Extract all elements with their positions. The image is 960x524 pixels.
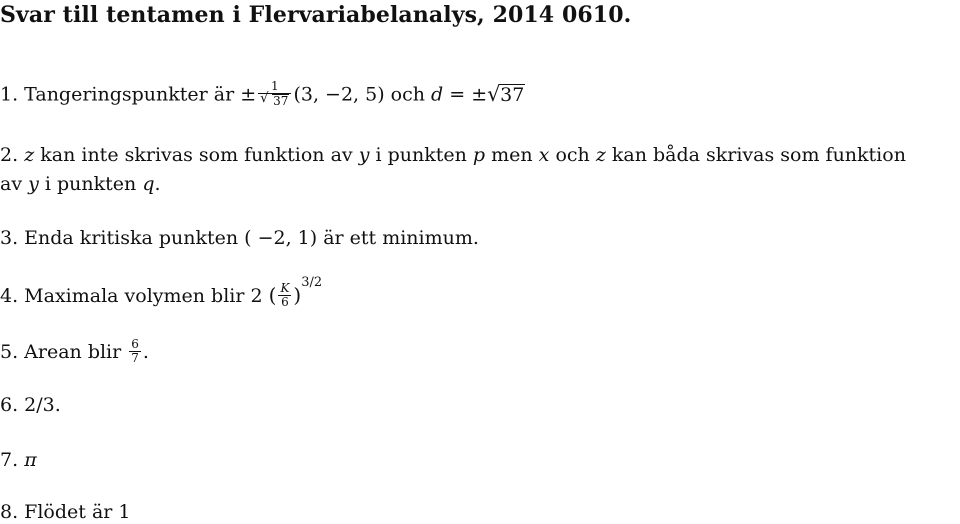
answer-5-fraction	[129, 338, 141, 364]
answer-1-point: (3, −2, 5) och	[293, 83, 425, 106]
math-variable: y	[358, 144, 370, 166]
left-paren: (	[268, 283, 277, 308]
fraction-numerator: 6	[131, 337, 139, 351]
answer-6: 6. 2/3.	[0, 394, 61, 416]
answer-5-lead: 5. Arean blir	[0, 341, 122, 364]
answer-4-exponent: 3/2	[301, 275, 323, 290]
sqrt-sign: √ 37	[260, 90, 289, 108]
answer-8: 8. Flödet är 1	[0, 501, 131, 523]
pi-symbol: π	[24, 449, 37, 471]
answer-7	[0, 450, 37, 472]
math-variable: z	[24, 144, 35, 166]
answer-2-text: kan båda skrivas som funktion	[611, 144, 906, 166]
answer-5-tail: .	[142, 341, 149, 364]
answer-4	[0, 275, 323, 310]
math-variable: y	[28, 173, 39, 195]
answer-1-root: 37	[500, 83, 525, 106]
answer-2-text: .	[154, 173, 161, 195]
fraction-numerator: 1	[258, 80, 291, 94]
answer-2-text: och	[555, 144, 590, 166]
fraction-numerator: K	[280, 281, 290, 295]
answer-1-variable: d	[431, 83, 444, 106]
math-variable: q	[142, 173, 155, 195]
right-paren: )	[293, 283, 302, 308]
answer-2-line-1	[0, 145, 906, 167]
answer-3: 3. Enda kritiska punkten ( −2, 1) är ett minimum.	[0, 227, 479, 249]
answer-2-number: 2.	[0, 144, 19, 166]
answer-1-equals: = ±	[443, 83, 488, 106]
math-variable: p	[472, 144, 486, 166]
math-variable: x	[538, 144, 550, 166]
answer-5	[0, 337, 149, 366]
answer-7-lead: 7.	[0, 449, 19, 471]
page-title: Svar till tentamen i Flervariabelanalys, 2014 0610.	[0, 2, 632, 28]
math-variable: z	[595, 144, 606, 166]
answer-2-line-2	[0, 174, 161, 196]
answer-1-lead: 1. Tangeringspunkter är ±	[0, 83, 257, 106]
answer-2-text: i punkten	[44, 173, 137, 195]
fraction-denominator: 6	[281, 294, 289, 309]
fraction-denominator: 7	[131, 350, 139, 365]
answer-4-fraction	[278, 282, 291, 308]
answer-1-fraction	[258, 80, 291, 107]
answer-2-text: av	[0, 173, 23, 195]
answer-1	[0, 79, 525, 109]
fraction-denominator	[258, 90, 291, 108]
answer-2-text: kan inte skrivas som funktion av	[40, 144, 353, 166]
answer-2-text: men	[491, 144, 533, 166]
sqrt-sign: √ 37	[487, 81, 525, 106]
answer-2-text: i punkten	[375, 144, 467, 166]
answer-4-lead: 4. Maximala volymen blir 2	[0, 285, 263, 308]
